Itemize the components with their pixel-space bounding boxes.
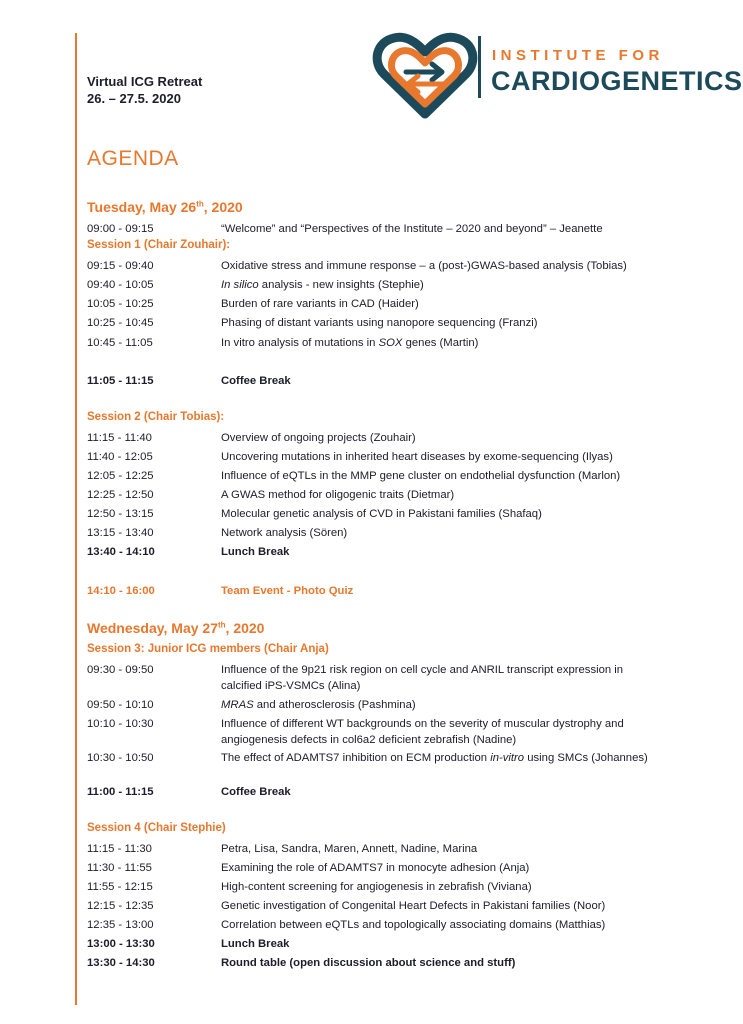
day1-heading: Tuesday, May 26th, 2020 [87,199,243,215]
row-desc: In vitro analysis of mutations in SOX genes (Martin) [221,337,479,349]
row-time: 11:05 - 11:15 [87,375,154,387]
row-desc: Coffee Break [221,375,291,387]
row-desc: “Welcome” and “Perspectives of the Institute – 2020 and beyond” – Jeanette [221,223,603,235]
row-time: 11:55 - 12:15 [87,881,153,893]
row-desc: Phasing of distant variants using nanopore sequencing (Franzi) [221,317,538,329]
row-time: 12:50 - 13:15 [87,508,154,520]
row-time: 12:25 - 12:50 [87,489,154,501]
row-time: 10:05 - 10:25 [87,298,154,310]
row-time: 12:15 - 12:35 [87,900,154,912]
session4-heading: Session 4 (Chair Stephie) [87,822,226,834]
row-desc: Petra, Lisa, Sandra, Maren, Annett, Nadine, Marina [221,843,478,855]
row-desc: The effect of ADAMTS7 inhibition on ECM production in-vitro using SMCs (Johannes) [221,752,648,764]
row-time: 12:35 - 13:00 [87,919,154,931]
row-desc: Influence of different WT backgrounds on the severity of muscular dystrophy and angiogenesis defects in col6a2 deficient zebrafish (Nadine) [221,718,624,746]
session1-heading: Session 1 (Chair Zouhair): [87,239,231,251]
row-time: 10:10 - 10:30 [87,718,154,730]
retreat-title: Virtual ICG Retreat [87,74,203,89]
row-desc: Lunch Break [221,546,290,558]
row-time: 09:30 - 09:50 [87,664,154,676]
margin-rule [75,33,77,1005]
institute-name-line2: CARDIOGENETICS [491,66,743,96]
row-desc: Oxidative stress and immune response – a (post-)GWAS-based analysis (Tobias) [221,260,627,272]
row-time: 12:05 - 12:25 [87,470,154,482]
row-time: 10:45 - 11:05 [87,337,153,349]
row-time: 09:40 - 10:05 [87,279,154,291]
row-time: 11:15 - 11:30 [87,843,152,855]
row-time: 10:30 - 10:50 [87,752,154,764]
row-time: 13:00 - 13:30 [87,938,155,950]
retreat-dates: 26. – 27.5. 2020 [87,91,181,106]
row-desc: Coffee Break [221,786,291,798]
row-desc: Overview of ongoing projects (Zouhair) [221,432,416,444]
retreat-info [87,73,202,107]
row-time: 13:30 - 14:30 [87,957,155,969]
row-desc: Round table (open discussion about science and stuff) [221,957,516,969]
row-desc: Influence of eQTLs in the MMP gene cluster on endothelial dysfunction (Marlon) [221,470,621,482]
row-time: 11:30 - 11:55 [87,862,152,874]
row-desc: Correlation between eQTLs and topologically associating domains (Matthias) [221,919,606,931]
row-time: 11:00 - 11:15 [87,786,154,798]
row-desc: Lunch Break [221,938,290,950]
row-desc: High-content screening for angiogenesis in zebrafish (Viviana) [221,881,532,893]
agenda-title: AGENDA [87,147,179,170]
row-desc: Molecular genetic analysis of CVD in Pakistani families (Shafaq) [221,508,542,520]
logo-divider [478,36,481,98]
row-desc: Examining the role of ADAMTS7 in monocyte adhesion (Anja) [221,862,530,874]
row-desc: Team Event - Photo Quiz [221,585,354,597]
session2-heading: Session 2 (Chair Tobias): [87,411,225,423]
row-time: 10:25 - 10:45 [87,317,154,329]
row-time: 11:15 - 11:40 [87,432,152,444]
institute-name-line1: INSTITUTE FOR [492,47,664,64]
row-desc: Uncovering mutations in inherited heart diseases by exome-sequencing (Ilyas) [221,451,613,463]
row-time: 09:00 - 09:15 [87,223,154,235]
heart-arrows-logo-icon [370,30,480,120]
day2-heading: Wednesday, May 27th, 2020 [87,620,265,636]
session3-heading: Session 3: Junior ICG members (Chair Anja) [87,643,329,655]
row-desc: Influence of the 9p21 risk region on cell cycle and ANRIL transcript expression in calcified iPS-VSMCs (Alina) [221,664,624,692]
row-desc: Genetic investigation of Congenital Heart Defects in Pakistani families (Noor) [221,900,606,912]
row-time: 14:10 - 16:00 [87,585,155,597]
row-desc: MRAS and atherosclerosis (Pashmina) [221,699,416,711]
row-desc: A GWAS method for oligogenic traits (Dietmar) [221,489,455,501]
row-time: 13:15 - 13:40 [87,527,154,539]
row-time: 11:40 - 12:05 [87,451,153,463]
row-time: 09:15 - 09:40 [87,260,154,272]
row-time: 09:50 - 10:10 [87,699,154,711]
row-desc: Network analysis (Sören) [221,527,348,539]
row-time: 13:40 - 14:10 [87,546,155,558]
row-desc: Burden of rare variants in CAD (Haider) [221,298,419,310]
row-desc: In silico analysis - new insights (Stephie) [221,279,424,291]
